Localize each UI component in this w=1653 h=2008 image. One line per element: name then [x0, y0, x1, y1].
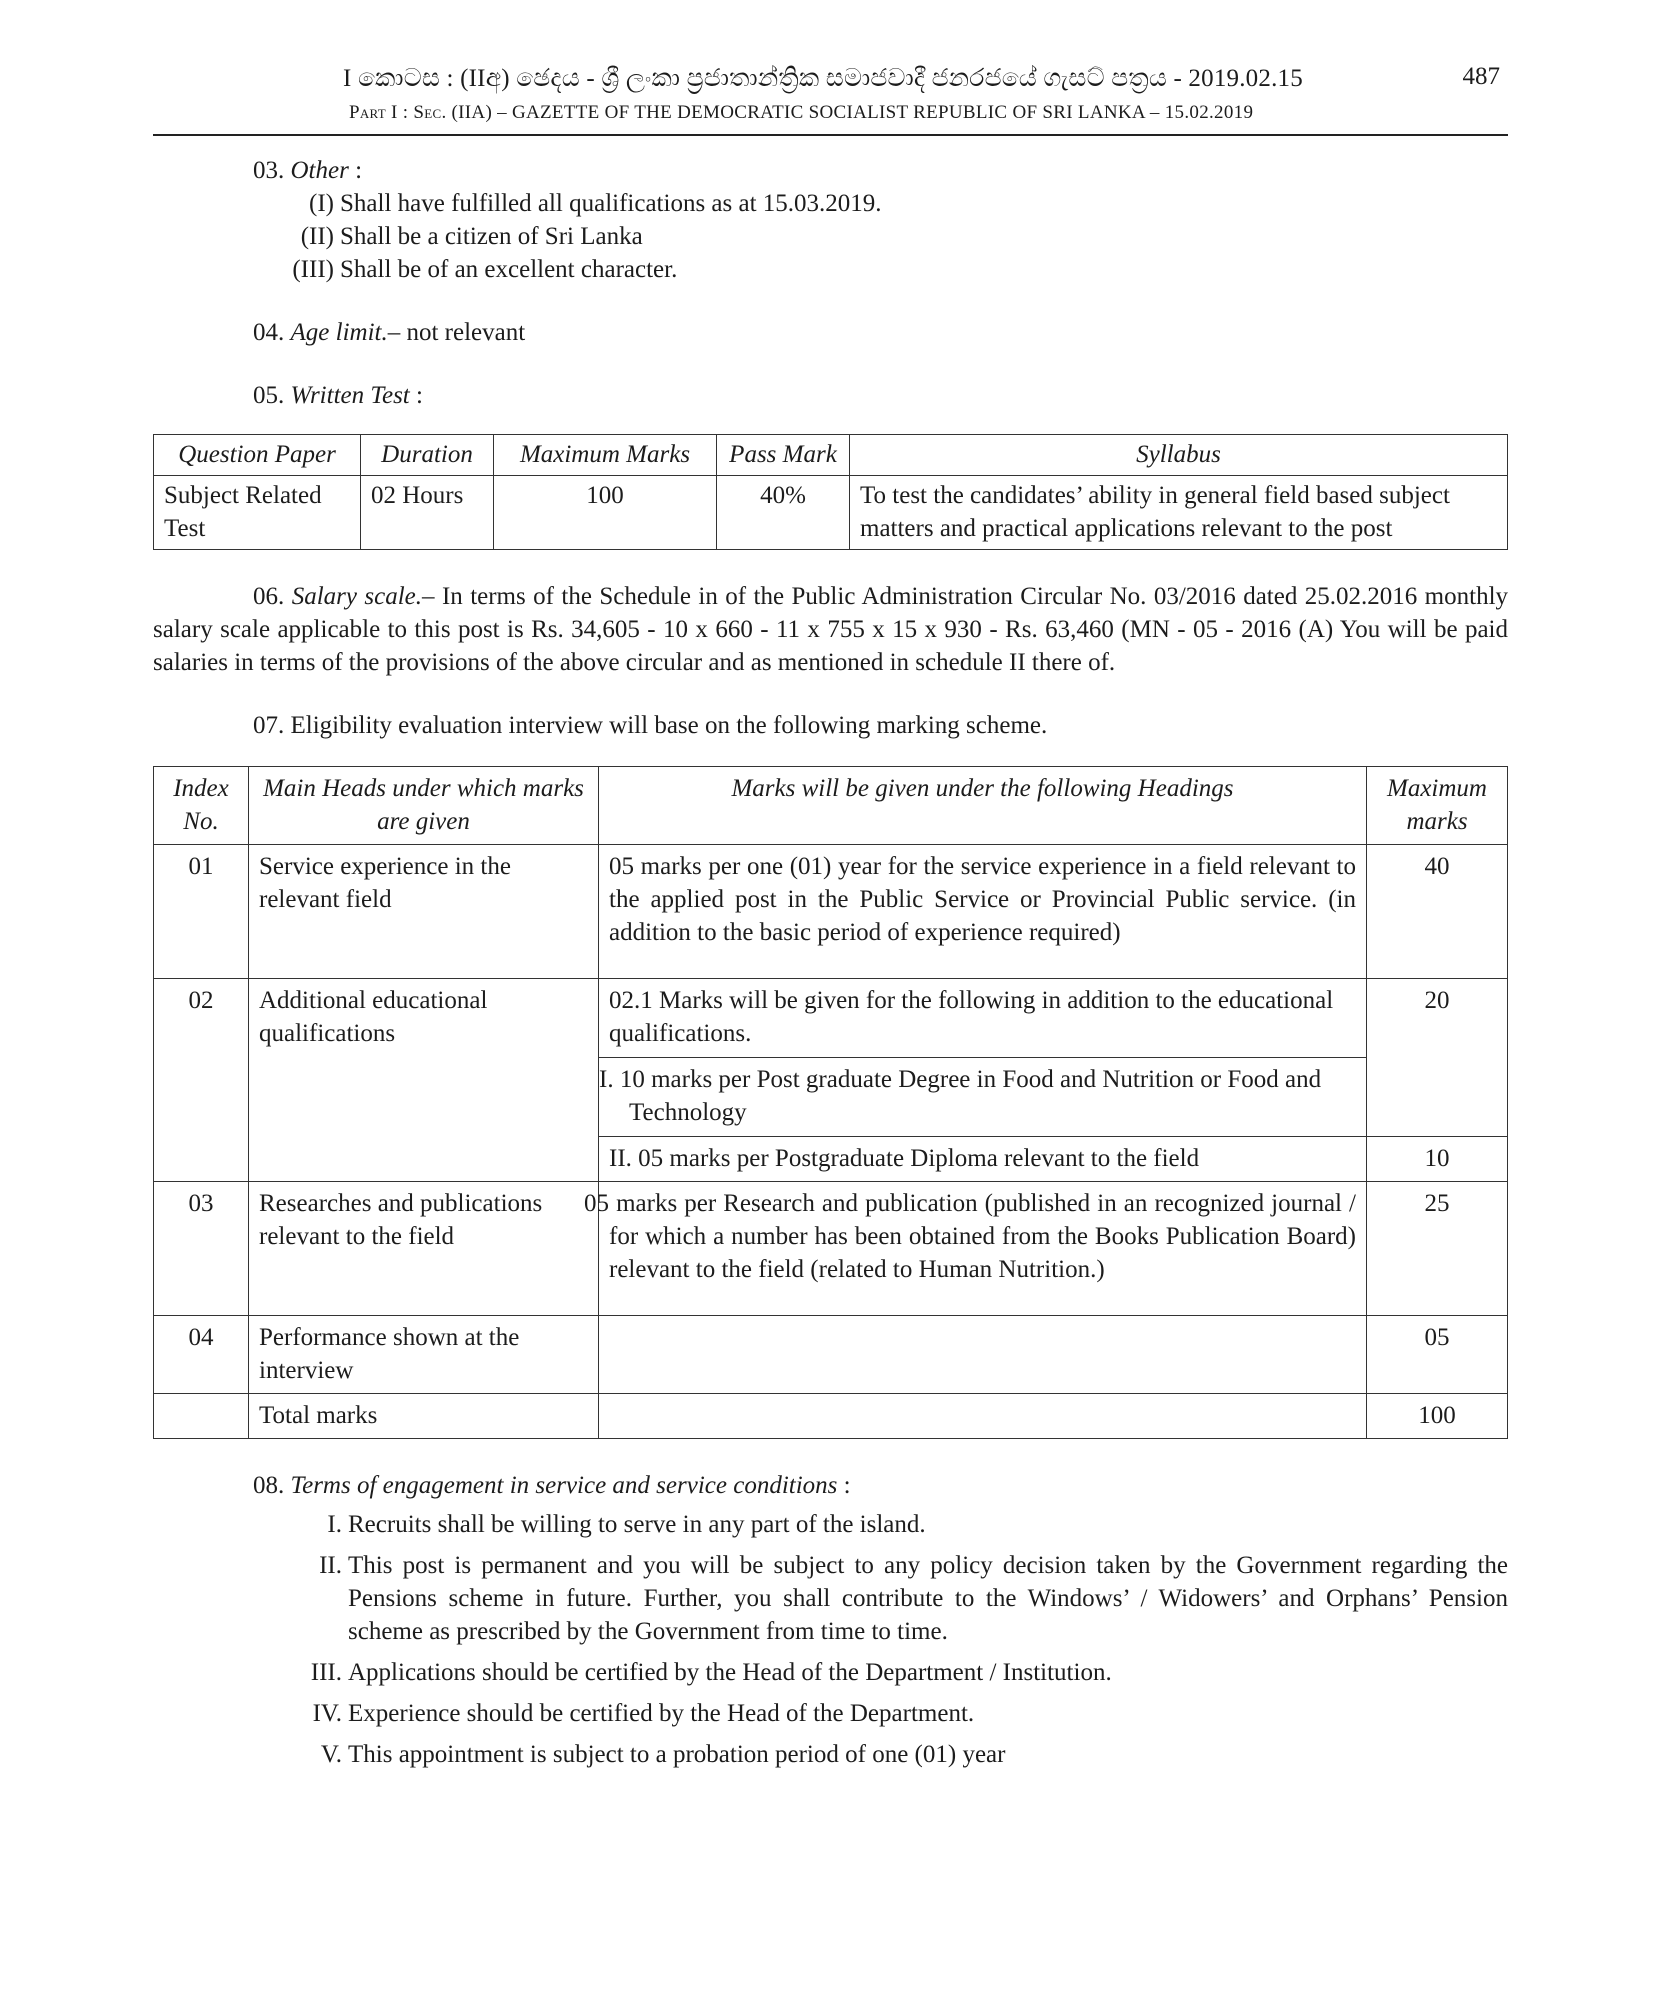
head-cell: Additional educational qualifications — [249, 979, 599, 1182]
marks-cell: 20 — [1367, 979, 1508, 1137]
item-text: This post is permanent and you will be subject to any policy decision taken by the Government regarding the Pensions scheme in future. Further, you shall contribute to the Windows’ / Widowers’ and Orphans’ Pension scheme as prescribed by the Government from time to time. — [348, 1552, 1508, 1645]
section-03-list — [153, 187, 1508, 286]
marks-cell: 25 — [1367, 1182, 1508, 1316]
marks-cell: 05 — [1367, 1316, 1508, 1394]
section-title: Written Test — [290, 382, 410, 409]
section-number: 05. — [253, 382, 285, 409]
item-text: Applications should be certified by the Head of the Department / Institution. — [348, 1659, 1112, 1686]
section-title: Salary scale. — [291, 583, 423, 610]
item-text: This appointment is subject to a probation period of one (01) year — [348, 1741, 1006, 1768]
section-number: 03. — [253, 157, 285, 184]
list-item — [153, 1656, 1508, 1689]
section-title: Terms of engagement in service and service conditions — [290, 1472, 838, 1499]
english-header-rest: (IIA) – GAZETTE OF THE DEMOCRATIC SOCIALIST REPUBLIC OF SRI LANKA – 15.02.2019 — [446, 102, 1254, 123]
sinhala-header-line: I කොටස : (IIඅ) ඡෙදය - ශ්‍රී ලංකා ප්‍රජාතාන්ත්‍රික සමාජවාදී ජනරජයේ ගැසට් පත්‍රය - 2019.02.15 — [343, 65, 1303, 92]
marks-cell: 40 — [1367, 845, 1508, 979]
item-number: IV. — [312, 1700, 342, 1727]
part-label: Part I — [349, 102, 398, 123]
desc-cell: II. 05 marks per Postgraduate Diploma relevant to the field — [599, 1137, 1367, 1182]
list-item — [153, 1697, 1508, 1730]
sec-label: Sec. — [413, 102, 447, 123]
section-07-heading: 07. Eligibility evaluation interview will base on the following marking scheme. — [253, 712, 1048, 739]
item-text: Shall be a citizen of Sri Lanka — [340, 223, 643, 250]
page-number: 487 — [1462, 63, 1500, 90]
item-text: Experience should be certified by the Head of the Department. — [348, 1700, 975, 1727]
index-cell: 02 — [154, 979, 249, 1182]
section-number: 04. — [253, 319, 285, 346]
section-suffix: : — [348, 157, 363, 184]
desc-sub-a: 02.1 Marks will be given for the following in addition to the educational qualifications. — [599, 979, 1366, 1058]
item-number: III. — [310, 1659, 342, 1686]
head-cell: Service experience in the relevant field — [249, 845, 599, 979]
table-row — [154, 1182, 1508, 1316]
section-title: Age limit. — [290, 319, 388, 346]
table-row — [154, 1316, 1508, 1394]
head-cell: Researches and publications relevant to the field — [249, 1182, 599, 1316]
col-header: Question Paper — [154, 435, 361, 476]
item-number: II. — [319, 1552, 342, 1579]
item-text: Shall be of an excellent character. — [340, 256, 678, 283]
table-row — [154, 845, 1508, 979]
section-03-heading — [153, 154, 1508, 187]
marks-cell: 10 — [1367, 1137, 1508, 1182]
marking-scheme-table — [153, 766, 1508, 1439]
table-cell: 02 Hours — [361, 476, 494, 550]
item-number: (III) — [292, 256, 334, 283]
col-header: Index No. — [154, 767, 249, 845]
empty-cell — [154, 1394, 249, 1439]
section-number: 06. — [253, 583, 285, 610]
col-header: Marks will be given under the following Headings — [599, 767, 1367, 845]
table-row — [154, 979, 1508, 1137]
desc-cell — [599, 1316, 1367, 1394]
table-cell: Subject Related Test — [154, 476, 361, 550]
col-header: Pass Mark — [717, 435, 850, 476]
section-suffix: : — [409, 382, 423, 409]
section-04 — [153, 316, 1508, 349]
list-item — [153, 1738, 1508, 1771]
section-05-heading — [153, 379, 1508, 412]
col-header: Main Heads under which marks are given — [249, 767, 599, 845]
index-cell: 01 — [154, 845, 249, 979]
table-cell: To test the candidates’ ability in general field based subject matters and practical applications relevant to the post — [850, 476, 1508, 550]
list-item — [153, 220, 1508, 253]
list-item — [153, 1508, 1508, 1541]
col-header: Syllabus — [850, 435, 1508, 476]
table-header-row — [154, 435, 1508, 476]
table-cell: 40% — [717, 476, 850, 550]
desc-cell — [599, 979, 1367, 1137]
english-header-line: Part I : Sec. (IIA) – GAZETTE OF THE DEMOCRATIC SOCIALIST REPUBLIC OF SRI LANKA – 15.02.2019 — [349, 102, 1254, 123]
table-header-row — [154, 767, 1508, 845]
section-text: – In terms of the Schedule in of the Public Administration Circular No. 03/2016 dated 25.02.2016 monthly salary scale applicable to this post is Rs. 34,605 - 10 x 660 - 11 x 755 x 15 x 930 - Rs. 63,460 (MN - 05 - 2016 (A) You will be paid salaries in terms of the provisions of the above circular and as mentioned in schedule II there of. — [153, 583, 1509, 676]
col-header: Maximum Marks — [494, 435, 717, 476]
section-06 — [153, 580, 1508, 679]
table-cell: 100 — [494, 476, 717, 550]
table-row — [154, 476, 1508, 550]
item-number: V. — [320, 1741, 342, 1768]
index-cell: 03 — [154, 1182, 249, 1316]
section-08-list — [153, 1508, 1508, 1771]
section-text: – not relevant — [387, 319, 526, 346]
head-cell: Performance shown at the interview — [249, 1316, 599, 1394]
index-cell: 04 — [154, 1316, 249, 1394]
list-item — [153, 187, 1508, 220]
list-item — [153, 253, 1508, 286]
desc-cell: 05 marks per one (01) year for the service experience in a field relevant to the applied post in the Public Service or Provincial Public service. (in addition to the basic period of experience required) — [599, 845, 1367, 979]
page-header — [153, 52, 1508, 136]
empty-cell — [599, 1394, 1367, 1439]
item-text: Shall have fulfilled all qualifications as at 15.03.2019. — [340, 190, 882, 217]
list-item — [153, 1549, 1508, 1648]
item-text: Recruits shall be willing to serve in any part of the island. — [348, 1511, 926, 1538]
desc-sub-b: I. 10 marks per Post graduate Degree in Food and Nutrition or Food and Technology — [599, 1066, 1322, 1126]
section-08-heading — [153, 1469, 1508, 1502]
total-row — [154, 1394, 1508, 1439]
item-number: I. — [327, 1511, 342, 1538]
section-title: Other — [290, 157, 349, 184]
desc-cell: 05 marks per Research and publication (published in an recognized journal / for which a number has been obtained from the Books Publication Board) relevant to the field (related to Human Nutrition.) — [599, 1182, 1367, 1316]
section-suffix: : — [837, 1472, 851, 1499]
section-number: 08. — [253, 1472, 285, 1499]
item-number: (I) — [309, 190, 334, 217]
col-header: Maximum marks — [1367, 767, 1508, 845]
gazette-page — [153, 52, 1508, 1779]
written-test-table — [153, 434, 1508, 550]
total-label: Total marks — [249, 1394, 599, 1439]
total-marks: 100 — [1367, 1394, 1508, 1439]
item-number: (II) — [300, 223, 334, 250]
col-header: Duration — [361, 435, 494, 476]
